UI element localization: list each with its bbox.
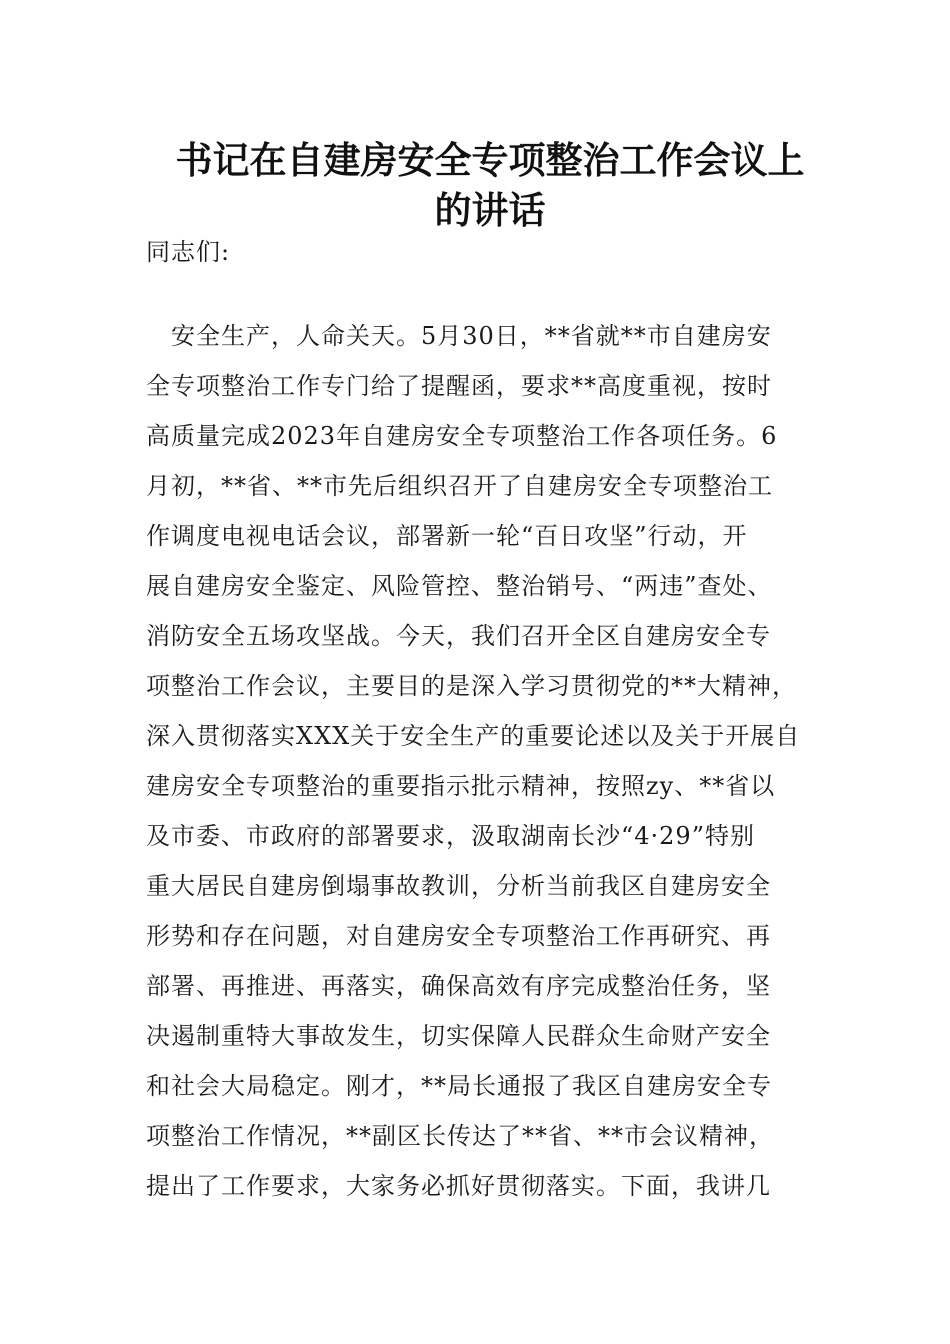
body-line: 提出了工作要求，大家务必抓好贯彻落实。下面，我讲几 — [146, 1172, 771, 1200]
body-line: 项整治工作情况，**副区长传达了**省、**市会议精神， — [146, 1122, 774, 1150]
body-line: 深入贯彻落实XXX关于安全生产的重要论述以及关于开展自 — [146, 722, 801, 750]
body-line: 作调度电视电话会议，部署新一轮“百日攻坚”行动，开 — [146, 522, 748, 550]
salutation: 同志们: — [146, 238, 231, 266]
document-title-line-2: 的讲话 — [434, 188, 546, 232]
body-line: 建房安全专项整治的重要指示批示精神，按照zy、**省以 — [146, 772, 776, 800]
body-line: 形势和存在问题，对自建房安全专项整治工作再研究、再 — [146, 922, 771, 950]
body-line: 展自建房安全鉴定、风险管控、整治销号、“两违”查处、 — [146, 572, 773, 600]
document-title-line-1: 书记在自建房安全专项整治工作会议上 — [175, 138, 805, 182]
body-line: 决遏制重特大事故发生，切实保障人民群众生命财产安全 — [146, 1022, 771, 1050]
body-line: 安全生产，人命关天。5月30日，**省就**市自建房安 — [146, 322, 772, 350]
body-line: 高质量完成2023年自建房安全专项整治工作各项任务。6 — [146, 422, 778, 450]
body-line: 重大居民自建房倒塌事故教训，分析当前我区自建房安全 — [146, 872, 771, 900]
body-line: 项整治工作会议，主要目的是深入学习贯彻党的**大精神， — [146, 672, 797, 700]
body-line: 全专项整治工作专门给了提醒函，要求**高度重视，按时 — [146, 372, 772, 400]
body-line: 月初，**省、**市先后组织召开了自建房安全专项整治工 — [146, 472, 773, 500]
body-line: 消防安全五场攻坚战。今天，我们召开全区自建房安全专 — [146, 622, 771, 650]
body-line: 部署、再推进、再落实，确保高效有序完成整治任务，坚 — [146, 972, 771, 1000]
body-line: 及市委、市政府的部署要求，汲取湖南长沙“4·29”特别 — [146, 822, 755, 850]
body-line: 和社会大局稳定。刚才，**局长通报了我区自建房安全专 — [146, 1072, 772, 1100]
